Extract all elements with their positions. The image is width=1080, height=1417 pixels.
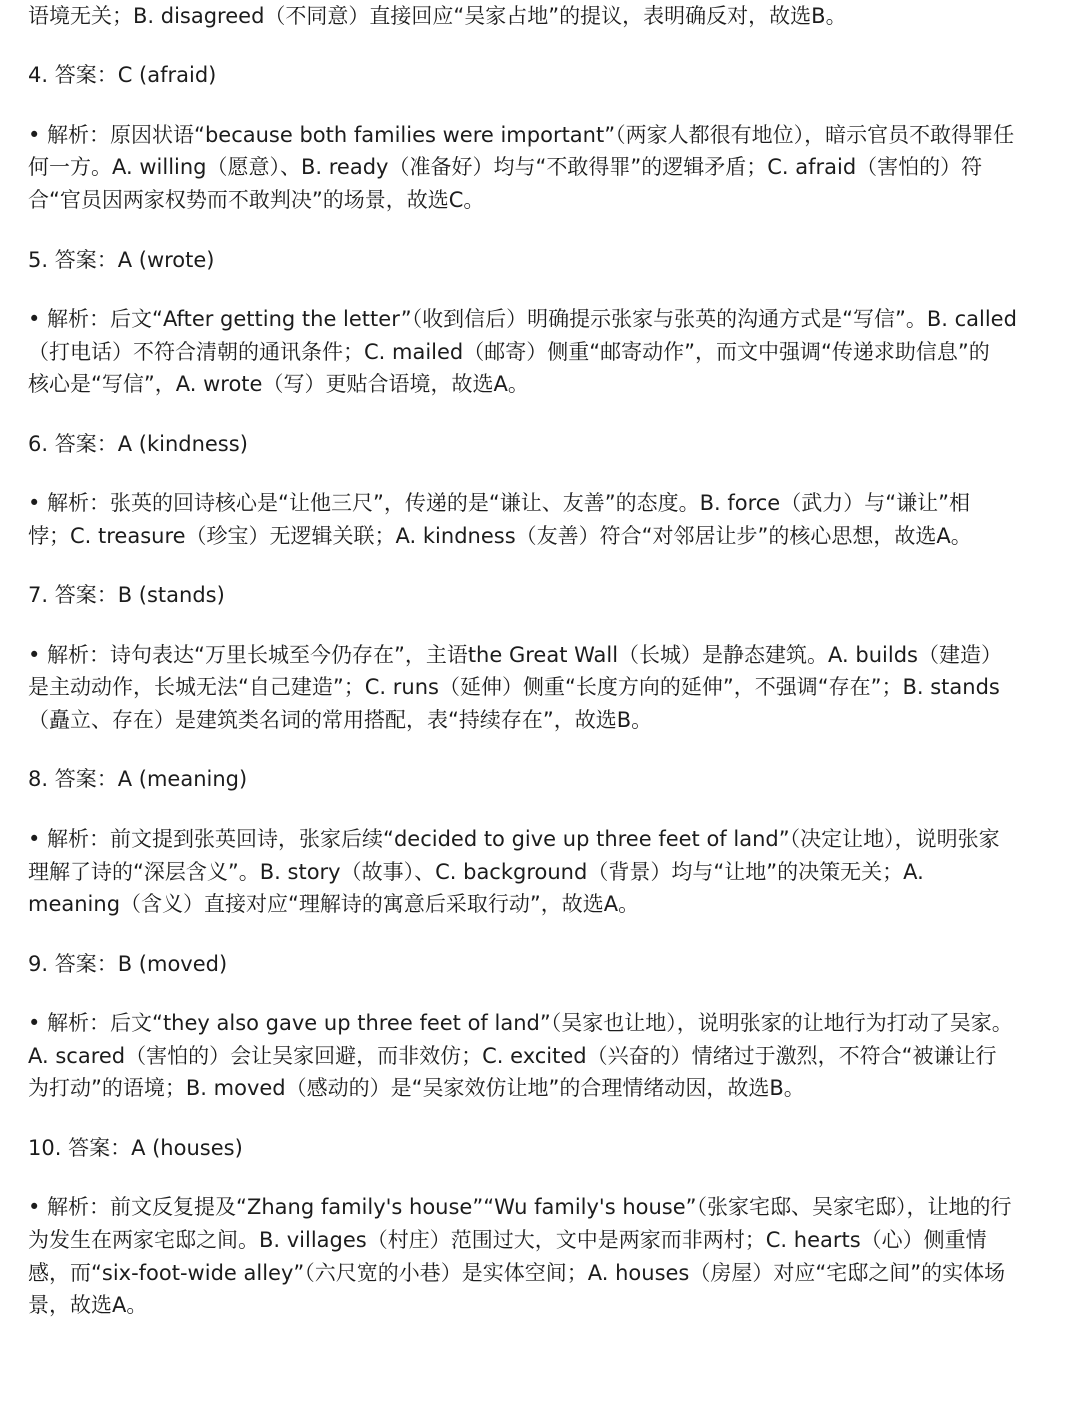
analysis-line: （矗立、存在）是建筑类名词的常用搭配，表“持续存在”，故选B。	[28, 708, 653, 733]
answer-heading: 8. 答案：A (meaning)	[28, 767, 248, 792]
analysis-line: 核心是“写信”，A. wrote（写）更贴合语境，故选A。	[28, 372, 529, 397]
paragraph-gap	[28, 276, 1058, 303]
analysis-line: 感，而“six-foot-wide alley”（六尺宽的小巷）是实体空间；A. houses（房屋）对应“宅邸之间”的实体场	[28, 1260, 1006, 1285]
paragraph-gap	[28, 1105, 1058, 1132]
analysis-line: （打电话）不符合清朝的通讯条件；C. mailed（邮寄）侧重“邮寄动作”，而文中强调“传递求助信息”的	[28, 339, 990, 364]
paragraph-gap	[28, 796, 1058, 823]
answer-heading: 7. 答案：B (stands)	[28, 583, 225, 608]
paragraph-gap	[28, 612, 1058, 639]
document-body	[28, 0, 1058, 1322]
analysis-line: 是主动动作，长城无法“自己建造”；C. runs（延伸）侧重“长度方向的延伸”，不强调“存在”；B. stands	[28, 675, 1000, 700]
answer-heading: 5. 答案：A (wrote)	[28, 247, 215, 272]
answer-heading: 4. 答案：C (afraid)	[28, 63, 217, 88]
analysis-line: 悖；C. treasure（珍宝）无逻辑关联；A. kindness（友善）符合“对邻居让步”的核心思想，故选A。	[28, 523, 972, 548]
paragraph-gap	[28, 980, 1058, 1007]
paragraph-gap	[28, 33, 1058, 60]
analysis-line: • 解析：后文“After getting the letter”（收到信后）明确提示张家与张英的沟通方式是“写信”。B. called	[28, 306, 1017, 331]
paragraph-gap	[28, 217, 1058, 244]
analysis-line: • 解析：前文反复提及“Zhang family's house”“Wu family's house”（张家宅邸、吴家宅邸），让地的行	[28, 1195, 1012, 1220]
analysis-line: • 解析：张英的回诗核心是“让他三尺”，传递的是“谦让、友善”的态度。B. force（武力）与“谦让”相	[28, 491, 970, 516]
answer-key-document	[28, 0, 1058, 1322]
paragraph-gap	[28, 92, 1058, 119]
analysis-line: 为发生在两家宅邸之间。B. villages（村庄）范围过大，文中是两家而非两村；C. hearts（心）侧重情	[28, 1227, 987, 1252]
analysis-line: 何一方。A. willing（愿意）、B. ready（准备好）均与“不敢得罪”的逻辑矛盾；C. afraid（害怕的）符	[28, 155, 983, 180]
paragraph-gap	[28, 401, 1058, 428]
analysis-line: • 解析：原因状语“because both families were important”（两家人都很有地位），暗示官员不敢得罪任	[28, 122, 1015, 147]
paragraph-gap	[28, 460, 1058, 487]
analysis-line: 景，故选A。	[28, 1293, 148, 1318]
analysis-line: 合“官员因两家权势而不敢判决”的场景，故选C。	[28, 188, 485, 213]
analysis-line: A. scared（害怕的）会让吴家回避，而非效仿；C. excited（兴奋的）情绪过于激烈，不符合“被谦让行	[28, 1043, 997, 1068]
analysis-line: • 解析：诗句表达“万里长城至今仍存在”，主语the Great Wall（长城）是静态建筑。A. builds（建造）	[28, 642, 1002, 667]
analysis-line: • 解析：后文“they also gave up three feet of land”（吴家也让地），说明张家的让地行为打动了吴家。	[28, 1011, 1013, 1036]
answer-heading: 6. 答案：A (kindness)	[28, 431, 248, 456]
paragraph-gap	[28, 553, 1058, 580]
paragraph-gap	[28, 737, 1058, 764]
analysis-line: 为打动”的语境；B. moved（感动的）是“吴家效仿让地”的合理情绪动因，故选B。	[28, 1076, 805, 1101]
analysis-line: meaning（含义）直接对应“理解诗的寓意后采取行动”，故选A。	[28, 892, 640, 917]
analysis-line: • 解析：前文提到张英回诗，张家后续“decided to give up three feet of land”（决定让地），说明张家	[28, 826, 1000, 851]
intro-line: 语境无关；B. disagreed（不同意）直接回应“吴家占地”的提议，表明确反对，故选B。	[28, 4, 847, 28]
answer-heading: 9. 答案：B (moved)	[28, 951, 228, 976]
paragraph-gap	[28, 1165, 1058, 1192]
paragraph-gap	[28, 921, 1058, 948]
answer-heading: 10. 答案：A (houses)	[28, 1135, 243, 1160]
analysis-line: 理解了诗的“深层含义”。B. story（故事）、C. background（背景）均与“让地”的决策无关；A.	[28, 859, 924, 884]
